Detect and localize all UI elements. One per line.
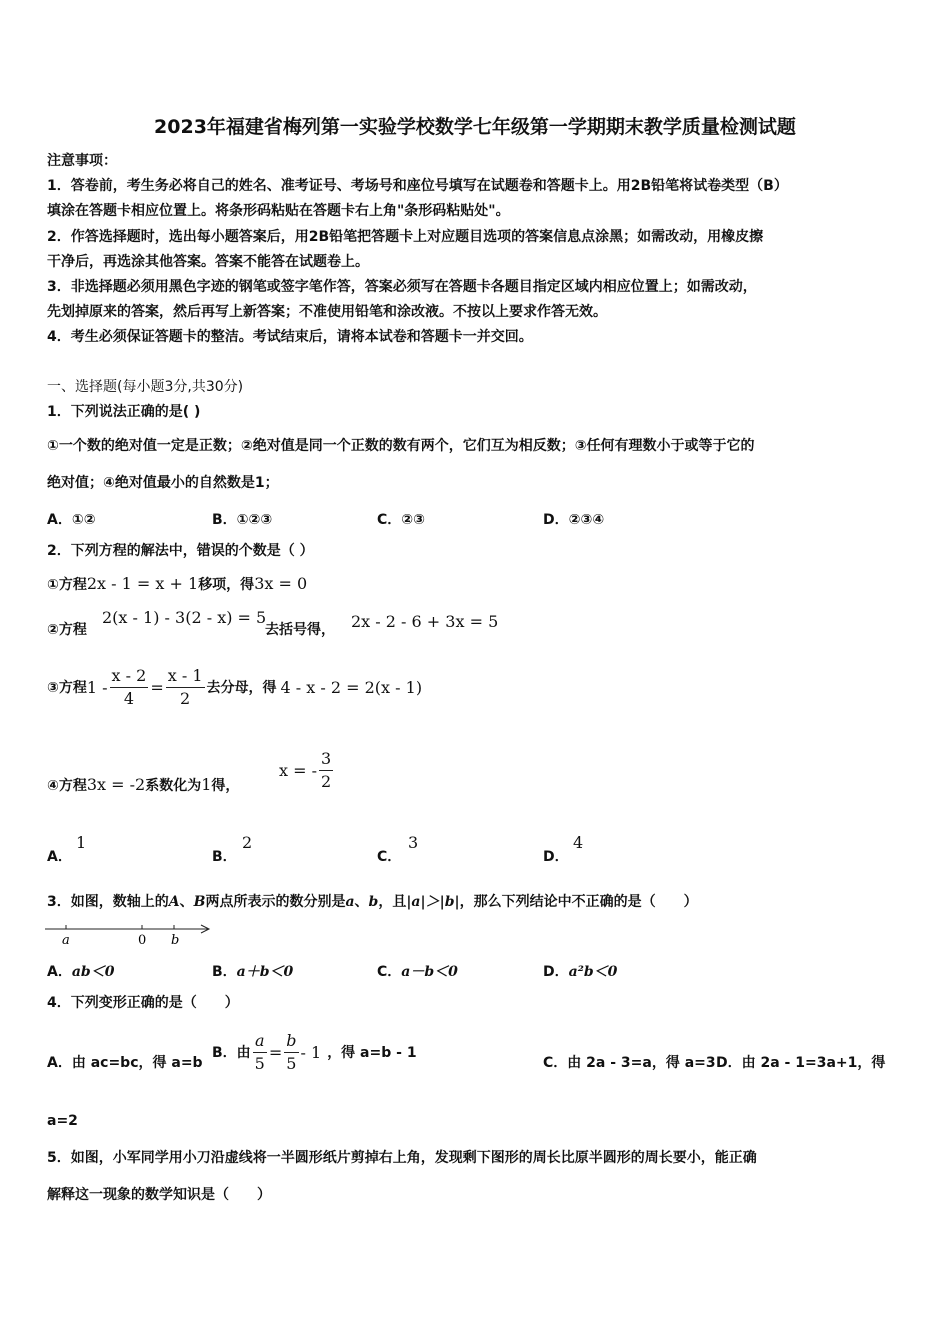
equation-lhs: 1 -: [86, 677, 108, 697]
fraction: [166, 665, 205, 710]
equals-sign: =: [150, 677, 164, 697]
q2-option-a: A．: [47, 849, 72, 865]
point-label: A: [168, 894, 180, 910]
equation-tail: - 1: [300, 1042, 322, 1062]
fraction: [319, 748, 333, 793]
q2-item-text: 移项，得: [198, 577, 255, 593]
variable: b: [368, 894, 379, 910]
q4-option-d: D．由 2a - 1=3a+1，得: [716, 1055, 886, 1071]
option-letter: A．: [47, 964, 72, 980]
notice-line: 4．考生必须保证答题卡的整洁。考试结束后，请将本试卷和答题卡一并交回。: [47, 329, 533, 345]
q4-option-b: [212, 1027, 417, 1077]
q2-item-label: ③方程: [47, 679, 87, 696]
notice-line: 先划掉原来的答案，然后再写上新答案；不准使用铅笔和涂改液。不按以上要求作答无效。: [47, 304, 607, 320]
q3-option-d: [543, 961, 617, 981]
q2-item-text: 系数化为: [145, 778, 202, 794]
q2-option-c-value: 3: [408, 833, 419, 852]
numerator: a: [253, 1030, 267, 1053]
section-heading: 一、选择题(每小题3分,共30分): [47, 379, 244, 395]
equation-lhs: x = -: [279, 761, 318, 780]
option-letter: C．: [377, 964, 402, 980]
denominator: 2: [180, 689, 191, 708]
number-line: [44, 919, 214, 949]
numerator: x - 2: [110, 665, 149, 688]
q2-stem: 2．下列方程的解法中，错误的个数是（ ）: [47, 543, 314, 559]
q3-option-a: [47, 961, 114, 981]
q2-item-3: [47, 665, 422, 710]
axis-label-a: a: [62, 933, 70, 948]
q3-option-b: [212, 961, 293, 981]
q3-stem-text: ，那么下列结论中不正确的是（ ）: [459, 894, 698, 910]
page-title: 2023年福建省梅列第一实验学校数学七年级第一学期期末教学质量检测试题: [154, 116, 796, 138]
option-expression: a²b＜0: [568, 964, 618, 980]
q2-item-label: ①方程: [47, 577, 87, 593]
q2-item-4: [47, 776, 239, 795]
q5-line: 5．如图，小军同学用小刀沿虚线将一半圆形纸片剪掉右上角，发现剩下图形的周长比原半圆形的周长要小，能正确: [47, 1150, 757, 1166]
numerator: b: [284, 1030, 298, 1053]
q3-stem-text: 3．如图，数轴上的: [47, 894, 169, 910]
option-expression: a－b＜0: [401, 964, 458, 980]
q2-item-2-label: ②方程: [47, 622, 87, 638]
notice-line: 干净后，再选涂其他答案。答案不能答在试题卷上。: [47, 254, 369, 270]
q3-stem: [47, 893, 698, 911]
notice-line: 2．作答选择题时，选出每小题答案后，用2B铅笔把答题卡上对应题目选项的答案信息点涂黑；如需改动，用橡皮擦: [47, 229, 764, 245]
notice-heading: 注意事项：: [47, 153, 117, 169]
numerator: 3: [319, 748, 333, 771]
option-expression: ab＜0: [71, 964, 115, 980]
q2-item-text: 去括号得，: [265, 622, 335, 638]
q3-stem-text: 、: [354, 894, 369, 910]
q2-item-text: 去分母，得: [206, 679, 277, 696]
q2-option-c: C．: [377, 849, 402, 865]
coefficient: 1: [201, 775, 212, 794]
q1-stem: 1．下列说法正确的是( ): [47, 404, 201, 420]
q3-stem-text: ，且: [378, 894, 407, 910]
option-text: B．由: [212, 1045, 251, 1061]
option-expression: a＋b＜0: [236, 964, 294, 980]
denominator: 5: [286, 1053, 297, 1073]
q1-line: ①一个数的绝对值一定是正数；②绝对值是同一个正数的数有两个，它们互为相反数；③任何有理数小于或等于它的: [47, 438, 755, 454]
q3-stem-text: 两点所表示的数分别是: [205, 894, 346, 910]
q1-option-d: D．②③④: [543, 512, 605, 528]
notice-line: 3．非选择题必须用黑色字迹的钢笔或签字笔作答，答案必须写在答题卡各题目指定区域内相应位置上；如需改动，: [47, 279, 757, 295]
q3-option-c: [377, 961, 458, 981]
q5-line: 解释这一现象的数学知识是（ ）: [47, 1187, 271, 1203]
equation-result: 3x = 0: [254, 574, 308, 593]
axis-label-b: b: [171, 933, 180, 948]
q4-stem: 4．下列变形正确的是（ ）: [47, 995, 239, 1011]
q2-item-1: [47, 575, 307, 594]
q2-item-text: 得，: [211, 778, 240, 794]
numerator: x - 1: [166, 665, 205, 688]
q1-option-c: C．②③: [377, 512, 425, 528]
q1-line: 绝对值；④绝对值最小的自然数是1；: [47, 475, 279, 491]
q4-option-c: C．由 2a - 3=a，得 a=3: [543, 1055, 716, 1071]
q2-option-d-value: 4: [573, 833, 584, 852]
denominator: 4: [123, 689, 135, 708]
inequality: |a|＞|b|: [406, 894, 460, 910]
notice-line: 1．答卷前，考生务必将自己的姓名、准考证号、考场号和座位号填写在试题卷和答题卡上。用2B铅笔将试卷类型（B）: [47, 178, 788, 194]
equation: 2(x - 1) - 3(2 - x) = 5: [102, 608, 267, 627]
variable: a: [345, 894, 355, 910]
denominator: 2: [321, 772, 332, 791]
option-letter: B．: [212, 964, 237, 980]
q1-option-a: A．①②: [47, 512, 96, 528]
denominator: 5: [254, 1053, 265, 1073]
q4-option-a: A．由 ac=bc，得 a=b: [47, 1055, 203, 1071]
q2-option-b-value: 2: [242, 833, 253, 852]
point-label: B: [193, 894, 206, 910]
q1-option-b: B．①②③: [212, 512, 273, 528]
equals-sign: =: [268, 1042, 283, 1062]
equation-result: 4 - x - 2 = 2(x - 1): [280, 677, 423, 697]
equation-result: 2x - 2 - 6 + 3x = 5: [351, 612, 499, 631]
q3-stem-text: 、: [179, 894, 194, 910]
q2-item-4-result: [279, 748, 335, 793]
fraction: [253, 1030, 267, 1075]
option-text: ，得 a=b - 1: [327, 1045, 417, 1061]
equation: 3x = -2: [86, 775, 146, 794]
q2-item-label: ④方程: [47, 778, 87, 794]
q2-option-a-value: 1: [76, 833, 87, 852]
equation: 2x - 1 = x + 1: [86, 574, 199, 593]
axis-label-zero: 0: [138, 933, 147, 948]
option-letter: D．: [543, 964, 569, 980]
notice-line: 填涂在答题卡相应位置上。将条形码粘贴在答题卡右上角"条形码粘贴处"。: [47, 203, 510, 219]
q4-option-d-continued: a=2: [47, 1113, 78, 1129]
q2-option-b: B．: [212, 849, 237, 865]
q2-option-d: D．: [543, 849, 569, 865]
fraction: [284, 1030, 298, 1075]
fraction: [110, 665, 149, 710]
